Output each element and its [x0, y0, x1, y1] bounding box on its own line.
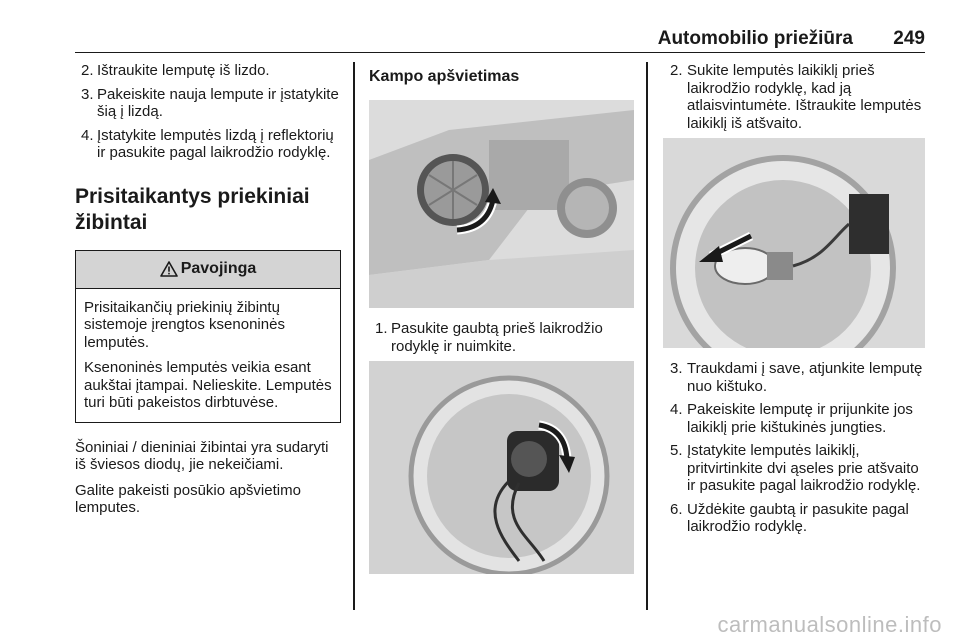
list-item — [75, 86, 341, 121]
warning-box — [75, 250, 341, 423]
step-text: Pakeiskite lemputę ir prijunkite jos laikiklį prie kištukinės jungties. — [687, 401, 913, 436]
step-number: 5. — [670, 442, 683, 459]
step-text: Įstatykite lemputės lizdą į reflektorių ir pasukite pagal laikrodžio rodyklę. — [97, 126, 334, 161]
body-paragraph: Galite pakeisti posūkio apšvietimo lemputes. — [75, 481, 301, 516]
step-text: Uždėkite gaubtą ir pasukite pagal laikrodžio rodyklę. — [687, 500, 909, 535]
body-paragraph: Šoniniai / dieniniai žibintai yra sudaryti iš šviesos diodų, jie nekeičiami. — [75, 438, 329, 473]
column-right — [663, 62, 928, 542]
step-list — [369, 320, 634, 355]
bulb-holder-photo — [369, 361, 634, 574]
step-text: Pakeiskite nauja lempute ir įstatykite šią į lizdą. — [97, 85, 339, 120]
list-item — [663, 501, 928, 536]
step-number: 6. — [670, 500, 683, 518]
step-list — [663, 62, 928, 132]
step-number: 3. — [81, 85, 94, 103]
step-text: Pasukite gaubtą prieš laikrodžio rodyklę ir nuimkite. — [391, 320, 603, 355]
warning-header — [76, 251, 340, 289]
list-item — [663, 62, 928, 132]
list-item — [663, 442, 928, 495]
section-heading: Kampo apšvietimas — [369, 68, 520, 85]
list-item — [369, 320, 634, 355]
column-left — [75, 62, 341, 525]
list-item — [663, 360, 928, 395]
step-number: 1. — [375, 320, 388, 337]
step-number: 4. — [670, 401, 683, 418]
watermark: carmanualsonline.info — [717, 612, 942, 637]
warning-triangle-icon — [160, 261, 178, 277]
warning-paragraph: Prisitaikančių priekinių žibintų sistemoje įrengtos ksenoninės lemputės. — [84, 298, 285, 351]
page-number: 249 — [893, 28, 925, 49]
section-title: Automobilio priežiūra — [657, 28, 853, 49]
step-text: Ištraukite lemputę iš lizdo. — [97, 62, 270, 79]
step-number: 3. — [670, 360, 683, 377]
column-divider — [646, 62, 648, 610]
step-number: 2. — [81, 62, 94, 79]
section-heading: Prisitaikantys priekiniai žibintai — [75, 184, 310, 234]
warning-paragraph: Ksenoninės lemputės veikia esant aukštai įtampai. Nelieskite. Lemputės turi būti pakeistos dirbtuvėse. — [84, 359, 332, 411]
step-text: Traukdami į save, atjunkite lemputę nuo kištuko. — [687, 360, 923, 395]
step-text: Sukite lemputės laikiklį prieš laikrodžio rodyklę, kad ją atlaisvintumėte. Ištraukite lemputės laikiklį iš atšvaito. — [687, 62, 922, 132]
list-item — [75, 127, 341, 162]
step-text: Įstatykite lemputės laikiklį, pritvirtinkite dvi ąseles prie atšvaito ir pasukite pagal laikrodžio rodyklę. — [687, 442, 921, 494]
page-header — [75, 28, 925, 53]
column-middle — [369, 62, 634, 574]
step-list — [663, 360, 928, 536]
step-number: 4. — [81, 126, 94, 144]
step-number: 2. — [670, 62, 683, 79]
bulb-removal-photo — [663, 138, 925, 348]
list-item — [663, 401, 928, 436]
warning-body — [76, 289, 340, 422]
step-list — [75, 62, 341, 162]
list-item — [75, 62, 341, 80]
headlamp-photo — [369, 100, 634, 308]
column-divider — [353, 62, 355, 610]
warning-title: Pavojinga — [180, 260, 257, 277]
